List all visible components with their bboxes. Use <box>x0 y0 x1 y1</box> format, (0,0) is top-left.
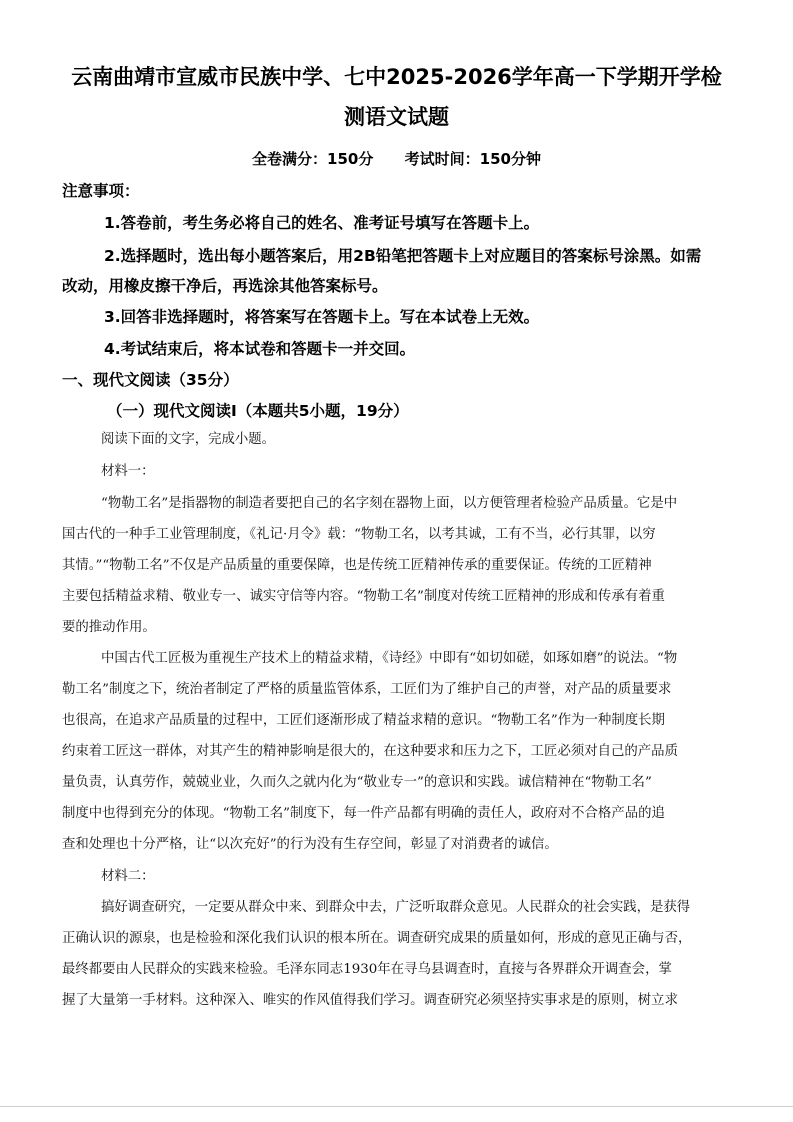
paragraph-1-line: 其情。”“物勒工名”不仅是产品质量的重要保障，也是传统工匠精神传承的重要保证。传统的工匠精神 <box>62 558 652 573</box>
section-heading: 一、现代文阅读（35分） <box>62 371 239 389</box>
paragraph-1-line: “物勒工名”是指器物的制造者要把自己的名字刻在器物上面，以方便管理者检验产品质量。它是中 <box>101 496 678 511</box>
paragraph-2-line: 查和处理也十分严格，让“以次充好”的行为没有生存空间，彰显了对消费者的诚信。 <box>62 837 558 852</box>
paragraph-2-line: 制度中也得到充分的体现。“物勒工名”制度下，每一件产品都有明确的责任人，政府对不合格产品的追 <box>62 806 665 821</box>
paragraph-1-line: 主要包括精益求精、敬业专一、诚实守信等内容。“物勒工名”制度对传统工匠精神的形成和传承有着重 <box>62 589 665 604</box>
paragraph-3-line: 正确认识的源泉，也是检验和深化我们认识的根本所在。调查研究成果的质量如何，形成的意见正确与否， <box>62 931 692 946</box>
paragraph-1-line: 国古代的一种手工业管理制度，《礼记·月令》载：“物勒工名，以考其诚，工有不当，必行其罪，以穷 <box>62 527 656 542</box>
exam-title-line-1: 云南曲靖市宣威市民族中学、七中2025-2026学年高一下学期开学检 <box>71 65 722 89</box>
exam-title-line-2: 测语文试题 <box>344 105 449 129</box>
score-and-time-info: 全卷满分：150分 考试时间：150分钟 <box>252 150 541 168</box>
paragraph-1-line: 要的推动作用。 <box>62 620 156 635</box>
paragraph-2-line: 中国古代工匠极为重视生产技术上的精益求精，《诗经》中即有“如切如磋，如琢如磨”的说法。“物 <box>101 651 678 666</box>
passage-instruction: 阅读下面的文字，完成小题。 <box>101 432 276 447</box>
page-bottom-divider <box>0 1106 793 1107</box>
paragraph-2-line: 量负责，认真劳作，兢兢业业，久而久之就内化为“敬业专一”的意识和实践。诚信精神在“物勒工名” <box>62 775 652 790</box>
subsection-heading: （一）现代文阅读Ⅰ（本题共5小题，19分） <box>107 402 409 420</box>
note-item-2-line-1: 2.选择题时，选出每小题答案后，用2B铅笔把答题卡上对应题目的答案标号涂黑。如需 <box>104 247 702 265</box>
paragraph-2-line: 也很高，在追求产品质量的过程中，工匠们逐渐形成了精益求精的意识。“物勒工名”作为一种制度长期 <box>62 713 665 728</box>
paragraph-3-line: 握了大量第一手材料。这种深入、唯实的作风值得我们学习。调查研究必须坚持实事求是的原则，树立求 <box>62 993 678 1008</box>
note-item-3: 3.回答非选择题时，将答案写在答题卡上。写在本试卷上无效。 <box>104 308 540 326</box>
paragraph-3-line: 最终都要由人民群众的实践来检验。毛泽东同志1930年在寻乌县调查时，直接与各界群众开调查会，掌 <box>62 962 672 977</box>
paragraph-2-line: 勒工名”制度之下，统治者制定了严格的质量监管体系，工匠们为了维护自己的声誉，对产品的质量要求 <box>62 682 672 697</box>
material-2-label: 材料二： <box>101 869 155 884</box>
note-item-1: 1.答卷前，考生务必将自己的姓名、准考证号填写在答题卡上。 <box>104 214 540 232</box>
material-1-label: 材料一： <box>101 464 155 479</box>
notes-heading: 注意事项： <box>62 182 140 200</box>
note-item-4: 4.考试结束后，将本试卷和答题卡一并交回。 <box>104 340 416 358</box>
paragraph-2-line: 约束着工匠这一群体，对其产生的精神影响是很大的，在这种要求和压力之下，工匠必须对自己的产品质 <box>62 744 678 759</box>
note-item-2-line-2: 改动，用橡皮擦干净后，再选涂其他答案标号。 <box>62 277 388 295</box>
paragraph-3-line: 搞好调查研究，一定要从群众中来、到群众中去，广泛听取群众意见。人民群众的社会实践，是获得 <box>101 900 691 915</box>
